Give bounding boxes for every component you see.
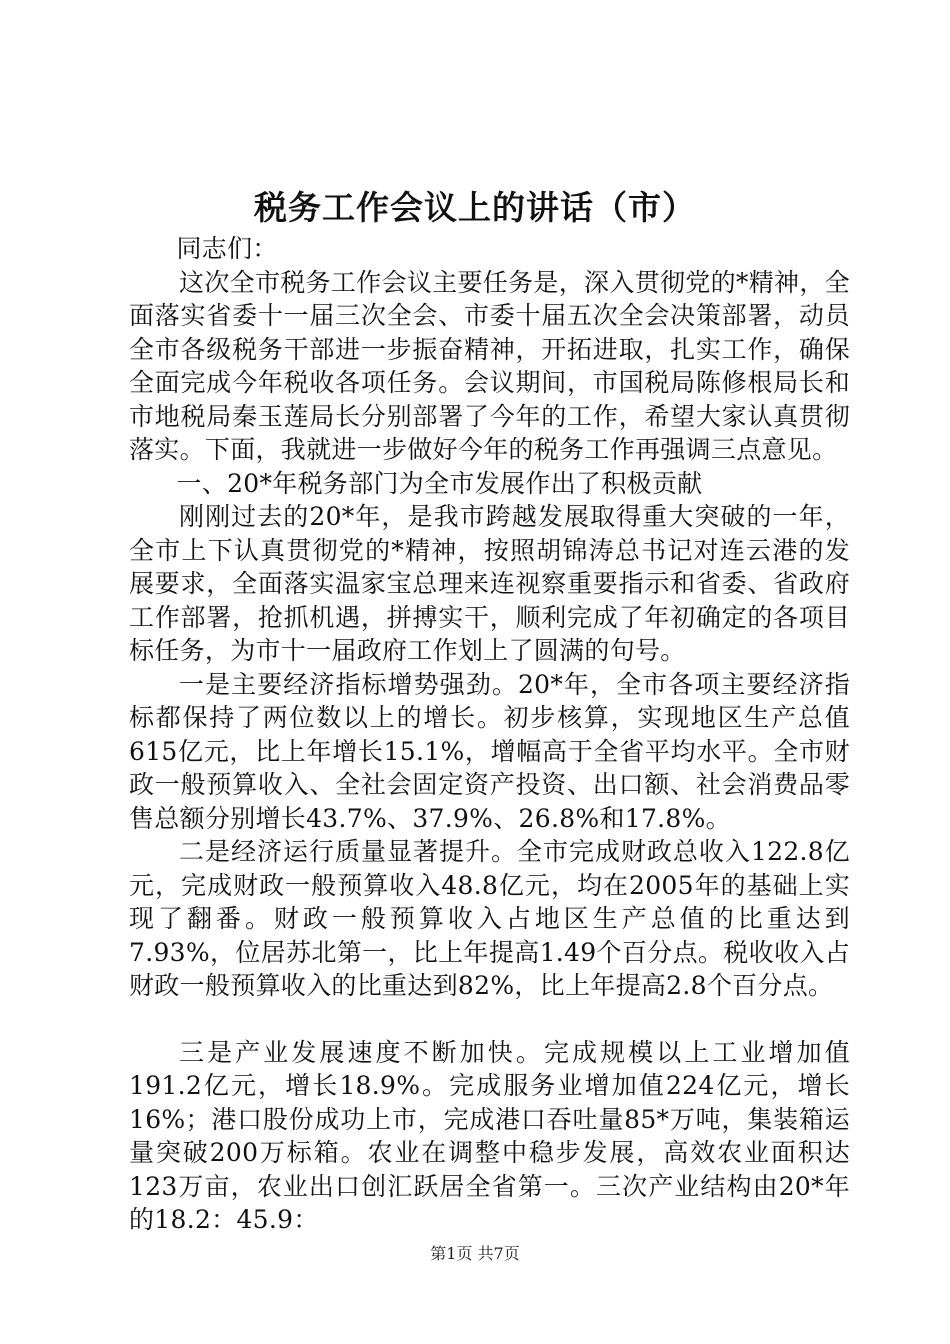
paragraph-intro: 这次全市税务工作会议主要任务是，深入贯彻党的*精神，全面落实省委十一届三次全会、市委十届五次全会决策部署，动员全市各级税务干部进一步振奋精神，开拓进取，扎实工作，确保全面完成今年税收各项任务。会议期间，市国税局陈修根局长和市地税局秦玉莲局长分别部署了今年的工作，希望大家认真贯彻落实。下面，我就进一步做好今年的税务工作再强调三点意见。 [129, 267, 850, 464]
paragraph-point-1: 一是主要经济指标增势强劲。20*年，全市各项主要经济指标都保持了两位数以上的增长。初步核算，实现地区生产总值615亿元，比上年增长15.1%，增幅高于全省平均水平。全市财政一般预算收入、全社会固定资产投资、出口额、社会消费品零售总额分别增长43.7%、37.9%、26.8%和17.8%。 [129, 669, 850, 833]
paragraph-review: 刚刚过去的20*年，是我市跨越发展取得重大突破的一年，全市上下认真贯彻党的*精神，按照胡锦涛总书记对连云港的发展要求，全面落实温家宝总理来连视察重要指示和省委、省政府工作部署，抢抓机遇，拼搏实干，顺利完成了年初确定的各项目标任务，为市十一届政府工作划上了圆满的句号。 [129, 502, 850, 665]
paragraph-gap [129, 1003, 850, 1036]
page-footer: 第1页 共7页 [430, 1244, 520, 1263]
greeting-line: 同志们： [176, 234, 278, 263]
paragraph-point-3: 三是产业发展速度不断加快。完成规模以上工业增加值191.2亿元，增长18.9%。完成服务业增加值224亿元，增长16%；港口股份成功上市，完成港口吞吐量85*万吨，集装箱运量突破200万标箱。农业在调整中稳步发展，高效农业面积达123万亩，农业出口创汇跃居全省第一。三次产业结构由20*年的18.2：45.9： [129, 1037, 850, 1234]
paragraph-point-2: 二是经济运行质量显著提升。全市完成财政总收入122.8亿元，完成财政一般预算收入48.8亿元，均在2005年的基础上实现了翻番。财政一般预算收入占地区生产总值的比重达到7.93%，位居苏北第一，比上年提高1.49个百分点。税收收入占财政一般预算收入的比重达到82%，比上年提高2.8个百分点。 [129, 837, 850, 1000]
document-body [129, 232, 850, 1237]
document-title: 税务工作会议上的讲话（市） [254, 188, 696, 227]
section-heading-1: 一、20*年税务部门为全市发展作出了积极贡献 [176, 468, 703, 498]
